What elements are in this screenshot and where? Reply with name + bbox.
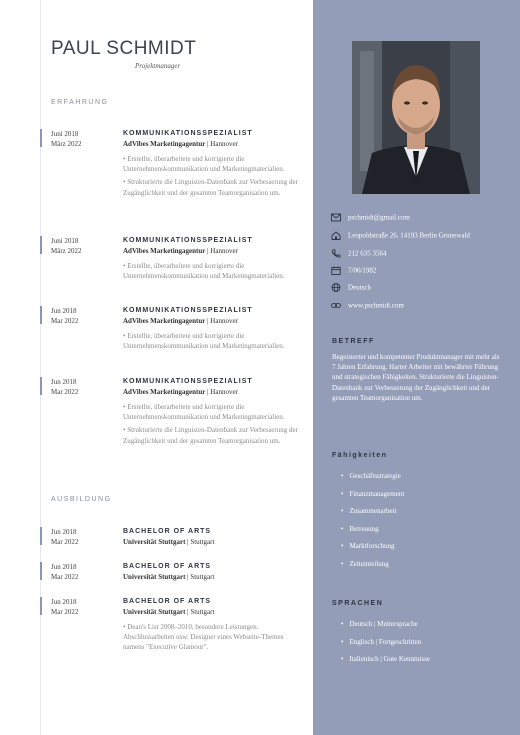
left-guide-line [40,0,41,735]
entry-role: KOMMUNIKATIONSSPEZIALIST [123,378,253,385]
profile-summary: Begeisterter und kompetenter Produktmanager mit mehr als 7 Jahren Erfahrung. Harter Arbeiter mit bewährter Führung und strategischen Fähigkeiten. Strukturierte die Linguisten-Datenbank zur Verbesserung der Zugänglichkeit und der gesamten Teamorganisation um. [332,353,500,402]
entry-school: Universität Stuttgart [123,608,186,616]
entry-end-date: Mar 2022 [51,388,79,396]
entry-school: Universität Stuttgart [123,538,186,546]
languages-heading: SPRACHEN [332,600,384,607]
language-item: • Italienisch | Gute Kenntnisse [341,654,430,664]
entry-role: KOMMUNIKATIONSSPEZIALIST [123,130,253,137]
phone-icon [331,249,341,258]
entry-end-date: Mar 2022 [51,317,79,325]
entry-degree: BACHELOR OF ARTS [123,563,212,570]
entry-city: Stuttgart [190,573,215,581]
calendar-icon [331,266,341,275]
entry-bullet: • Erstellte, überarbeitete und korrigierte die Unternehmenskommunikation und Marketingmaterialien. [123,331,303,351]
address-text: Leopoldstraße 26, 14193 Berlin Grunewald [348,231,470,240]
entry-dates [51,306,121,326]
profile-heading: BETREFF [332,338,375,345]
entry-company: AdVibes Marketingagentur [123,388,206,396]
entry-school: Universität Stuttgart [123,573,186,581]
entry-marker [40,377,42,395]
entry-dates [51,527,121,547]
skill-item: • Betreuung [341,524,379,534]
entry-start-date: Juni 2018 [51,237,79,245]
entry-marker [40,129,42,147]
mail-icon [331,213,341,222]
link-icon [331,301,341,310]
entry-start-date: Jun 2018 [51,528,77,536]
skill-item: • Zeiteinteilung [341,559,389,569]
entry-degree: BACHELOR OF ARTS [123,528,212,535]
entry-bullet: • Erstellte, überarbeitete und korrigierte die Unternehmenskommunikation und Marketingmaterialien. [123,402,303,422]
skill-item: • Zusammenarbeit [341,506,397,516]
profile-photo [352,41,480,194]
entry-marker [40,527,42,545]
contact-email[interactable] [331,212,511,222]
entry-degree: BACHELOR OF ARTS [123,598,212,605]
entry-company: AdVibes Marketingagentur [123,317,206,325]
entry-company: AdVibes Marketingagentur [123,140,206,148]
entry-start-date: Jun 2018 [51,598,77,606]
birthdate-text: 7/06/1982 [348,266,377,275]
nationality-text: Deutsch [348,283,371,292]
entry-city: Hannover [210,317,238,325]
entry-end-date: Mar 2022 [51,608,79,616]
entry-dates [51,236,121,256]
skills-heading: Fähigkeiten [332,452,388,459]
experience-heading: ERFAHRUNG [51,99,109,106]
entry-marker [40,306,42,324]
skill-item: • Geschäftsstrategie [341,471,401,481]
entry-start-date: Juni 2018 [51,130,79,138]
contact-birthdate [331,265,511,275]
entry-start-date: Jun 2018 [51,307,77,315]
entry-end-date: März 2022 [51,247,82,255]
resume-page: PAUL SCHMIDT Projektmanager ERFAHRUNG Juni 2018 März 2022 KOMMUNIKATIONSSPEZIALIST AdVibes Marketingagentur | Hannover • Erstellte, überarbeitete und korrigierte die Unternehmenskommunikation und Marketingmaterialien. • Strukturierte die Linguisten-Datenbank zur Verbesserung der Zugänglichkeit und der gesamten Teamorganisation um. Juni 2018 März 2022 KOMMUNIKATIONSSPEZIALIST AdVibes Marketingagentur | Hannover • Erstellte, überarbeitete und korrigierte die Unternehmenskommunikation und Marketingmaterialien. Jun 2018 Mar 2022 KOMMUNIKATIONSSPEZIALIST AdVibes Marketingagentur | Hannover • Erstellte, überarbeitete und korrigierte die Unternehmenskommunikation und Marketingmaterialien. Jun 2018 Mar 2022 KOMMUNIKATIONSSPEZIALIST AdVibes Marketingagentur | Hannover • Erstellte, überarbeitete und korrigierte die Unternehmenskommunikation und Marketingmaterialien. • Strukturierte die Linguisten-Datenbank zur Verbesserung der Zugänglichkeit und der gesamten Teamorganisation um. AUSBILDUNG Jun 2018 Mar 2022 BACHELOR OF ARTS Universität Stuttgart | Stuttgart Jun 2018 Mar 2022 BACHELOR OF ARTS Universität Stuttgart | Stuttgart Jun 2018 Mar 2022 BACHELOR OF ARTS Universität Stuttgart | Stuttgart • Dean's List 2008–2010, besondere Leistungen. Abschlussarbeiten usw. Designer eines Webseite-Themes namens "Executive Glamour". pschmidt@gmail.com Leopoldstraße 26, 14193 Berlin Grunewald 212 635 3564 7/06/1982 Deutsch www.pschmidt.com BETREFF Begeisterter und kompetenter Produktmanager mit mehr als 7 Jahren Erfahrung. Harter Arbeiter mit bewährter Führung und strategischen Fähigkeiten. Strukturierte die Linguisten-Datenbank zur Verbesserung der Zugänglichkeit und der gesamten Teamorganisation um. Fähigkeiten • Geschäftsstrategie • Finanzmanagement • Zusammenarbeit • Betreuung • Marktforschung • Zeiteinteilung SPRACHEN • Deutsch | Muttersprache • Englisch | Fortgeschritten • Italienisch | Gute Kenntnisse [0,0,520,735]
entry-role: KOMMUNIKATIONSSPEZIALIST [123,237,253,244]
entry-bullet: • Erstellte, überarbeitete und korrigierte die Unternehmenskommunikation und Marketingmaterialien. [123,154,303,174]
entry-start-date: Jun 2018 [51,378,77,386]
contact-nationality [331,282,511,292]
skill-item: • Marktforschung [341,541,395,551]
contact-address [331,230,511,240]
education-heading: AUSBILDUNG [51,496,112,503]
contact-phone[interactable] [331,248,511,258]
entry-role: KOMMUNIKATIONSSPEZIALIST [123,307,253,314]
contact-website[interactable] [331,300,511,310]
entry-bullet: • Erstellte, überarbeitete und korrigierte die Unternehmenskommunikation und Marketingmaterialien. [123,261,303,281]
globe-icon [331,283,341,292]
email-text: pschmidt@gmail.com [348,213,410,222]
entry-bullet: • Strukturierte die Linguisten-Datenbank zur Verbesserung der Zugänglichkeit und der gesamten Teamorganisation um. [123,177,303,197]
entry-dates [51,597,121,617]
entry-end-date: Mar 2022 [51,538,79,546]
entry-dates [51,129,121,149]
entry-city: Hannover [210,247,238,255]
candidate-name: PAUL SCHMIDT [51,38,197,59]
language-item: • Englisch | Fortgeschritten [341,637,421,647]
entry-end-date: März 2022 [51,140,82,148]
entry-city: Stuttgart [190,608,215,616]
phone-text: 212 635 3564 [348,249,387,258]
home-icon [331,231,341,240]
entry-dates [51,377,121,397]
entry-bullet: • Strukturierte die Linguisten-Datenbank zur Verbesserung der Zugänglichkeit und der gesamten Teamorganisation um. [123,425,303,445]
candidate-title: Projektmanager [135,62,181,70]
entry-dates [51,562,121,582]
entry-marker [40,562,42,580]
language-item: • Deutsch | Muttersprache [341,619,418,629]
skill-item: • Finanzmanagement [341,489,404,499]
entry-company: AdVibes Marketingagentur [123,247,206,255]
entry-marker [40,236,42,254]
entry-marker [40,597,42,615]
entry-city: Stuttgart [190,538,215,546]
entry-city: Hannover [210,388,238,396]
entry-city: Hannover [210,140,238,148]
portrait-image [352,41,480,194]
website-text: www.pschmidt.com [348,301,404,310]
entry-bullet: • Dean's List 2008–2010, besondere Leistungen. Abschlussarbeiten usw. Designer eines Webseite-Themes namens "Executive Glamour". [123,622,303,653]
entry-start-date: Jun 2018 [51,563,77,571]
entry-end-date: Mar 2022 [51,573,79,581]
